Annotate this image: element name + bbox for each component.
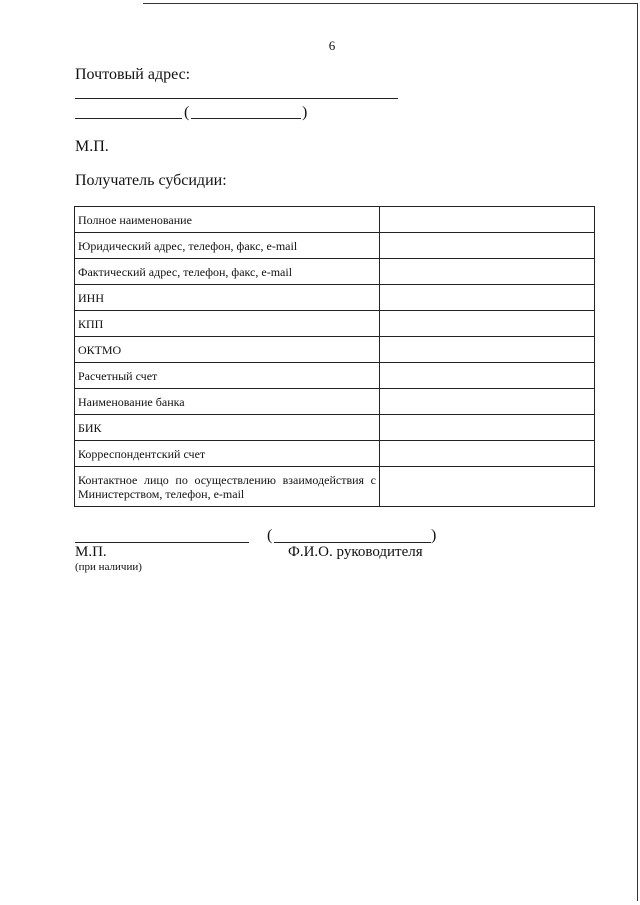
head-name-label: Ф.И.О. руководителя <box>288 544 423 560</box>
row-value-correspondent-account[interactable] <box>380 441 595 467</box>
row-value-kpp[interactable] <box>380 311 595 337</box>
page-top-border <box>143 3 637 4</box>
stamp-signature-line <box>75 542 249 543</box>
stamp-label-top: М.П. <box>75 138 109 155</box>
row-value-full-name[interactable] <box>380 207 595 233</box>
row-label-correspondent-account: Корреспондентский счет <box>75 441 380 467</box>
row-label-bank-name: Наименование банка <box>75 389 380 415</box>
table-row <box>75 311 595 337</box>
postal-address-line-2 <box>75 118 182 119</box>
postal-open-paren: ( <box>184 104 190 121</box>
row-label-legal-address: Юридический адрес, телефон, факс, e-mail <box>75 233 380 259</box>
head-open-paren: ( <box>267 527 273 544</box>
stamp-label-bottom: М.П. <box>75 544 107 560</box>
table-row <box>75 285 595 311</box>
head-close-paren: ) <box>431 527 437 544</box>
row-value-inn[interactable] <box>380 285 595 311</box>
page-right-border <box>637 3 638 901</box>
postal-address-label: Почтовый адрес: <box>75 66 191 83</box>
postal-address-line-1 <box>75 98 398 99</box>
recipient-details-table <box>74 206 595 507</box>
stamp-note: (при наличии) <box>75 561 142 573</box>
row-label-kpp: КПП <box>75 311 380 337</box>
head-name-line <box>274 542 431 543</box>
table-row <box>75 467 595 507</box>
postal-name-line <box>191 118 301 119</box>
row-label-bik: БИК <box>75 415 380 441</box>
row-value-oktmo[interactable] <box>380 337 595 363</box>
row-value-bank-name[interactable] <box>380 389 595 415</box>
row-label-settlement-account: Расчетный счет <box>75 363 380 389</box>
page-number: 6 <box>328 38 336 53</box>
table-row <box>75 207 595 233</box>
recipient-label: Получатель субсидии: <box>75 172 227 189</box>
row-label-oktmo: ОКТМО <box>75 337 380 363</box>
table-row <box>75 259 595 285</box>
row-label-actual-address: Фактический адрес, телефон, факс, e-mail <box>75 259 380 285</box>
table-row <box>75 337 595 363</box>
row-label-contact-person: Контактное лицо по осуществлению взаимодействия с Министерством, телефон, e-mail <box>75 467 380 507</box>
table-row <box>75 233 595 259</box>
row-value-settlement-account[interactable] <box>380 363 595 389</box>
row-label-inn: ИНН <box>75 285 380 311</box>
table-row <box>75 441 595 467</box>
row-value-contact-person[interactable] <box>380 467 595 507</box>
row-value-bik[interactable] <box>380 415 595 441</box>
row-value-legal-address[interactable] <box>380 233 595 259</box>
table-row <box>75 363 595 389</box>
table-row <box>75 415 595 441</box>
row-value-actual-address[interactable] <box>380 259 595 285</box>
table-row <box>75 389 595 415</box>
postal-close-paren: ) <box>302 104 308 121</box>
row-label-full-name: Полное наименование <box>75 207 380 233</box>
